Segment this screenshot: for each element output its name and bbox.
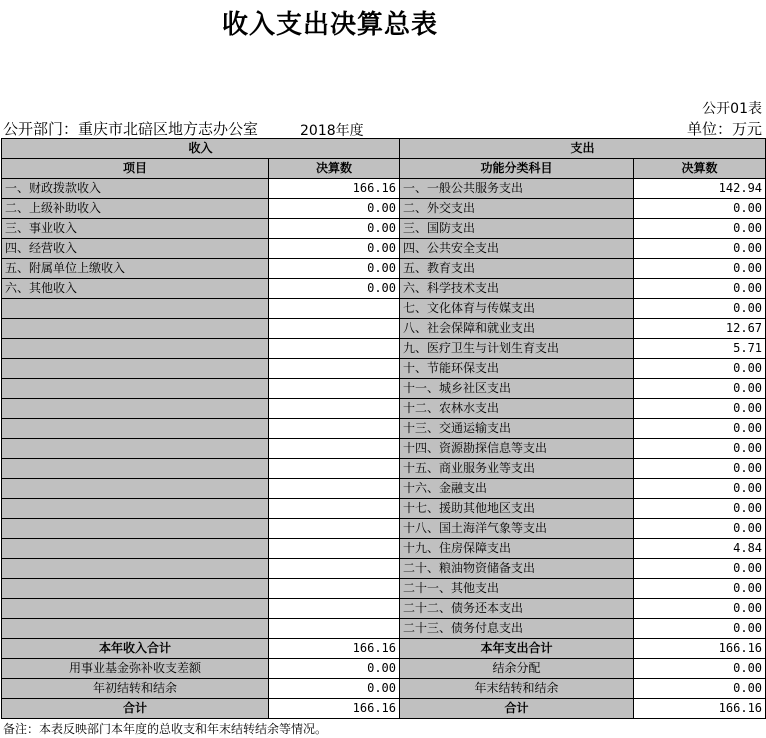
table-row: [2, 519, 766, 539]
summary-income-label: 本年收入合计: [2, 639, 269, 659]
income-amount-cell: [269, 379, 400, 399]
income-amount-cell: [269, 339, 400, 359]
income-item-cell: 二、上级补助收入: [2, 199, 269, 219]
expense-item-cell: 一、一般公共服务支出: [400, 179, 634, 199]
income-amount-cell: 0.00: [269, 219, 400, 239]
income-amount-cell: [269, 559, 400, 579]
table-row: [2, 359, 766, 379]
summary-income-amount: 166.16: [269, 639, 400, 659]
form-number: 公开01表: [702, 101, 762, 117]
expense-item-cell: 十九、住房保障支出: [400, 539, 634, 559]
expense-item-cell: 八、社会保障和就业支出: [400, 319, 634, 339]
income-item-cell: [2, 459, 269, 479]
income-item-cell: [2, 579, 269, 599]
summary-row: [2, 639, 766, 659]
expense-item-cell: 四、公共安全支出: [400, 239, 634, 259]
expense-item-cell: 二、外交支出: [400, 199, 634, 219]
income-item-cell: [2, 539, 269, 559]
expense-amount-cell: 5.71: [634, 339, 766, 359]
income-item-cell: [2, 559, 269, 579]
amount-column-header: 决算数: [269, 159, 400, 179]
table-row: [2, 579, 766, 599]
expense-amount-cell: 0.00: [634, 559, 766, 579]
expense-item-cell: 十七、援助其他地区支出: [400, 499, 634, 519]
expense-amount-cell: 0.00: [634, 579, 766, 599]
summary-income-label: 合计: [2, 699, 269, 719]
income-amount-cell: [269, 539, 400, 559]
budget-summary-table: [1, 138, 766, 719]
expense-amount-cell: 0.00: [634, 279, 766, 299]
table-row: [2, 299, 766, 319]
income-item-cell: [2, 379, 269, 399]
expense-amount-cell: 0.00: [634, 399, 766, 419]
expense-item-cell: 二十一、其他支出: [400, 579, 634, 599]
income-item-cell: [2, 499, 269, 519]
expense-item-cell: 十六、金融支出: [400, 479, 634, 499]
income-amount-cell: 0.00: [269, 239, 400, 259]
expense-amount-cell: 142.94: [634, 179, 766, 199]
expense-amount-cell: 0.00: [634, 219, 766, 239]
income-amount-cell: [269, 359, 400, 379]
summary-row: [2, 699, 766, 719]
income-amount-cell: 0.00: [269, 259, 400, 279]
table-row: [2, 439, 766, 459]
expense-amount-cell: 0.00: [634, 359, 766, 379]
income-item-cell: [2, 299, 269, 319]
table-column-header: [2, 159, 766, 179]
income-item-cell: [2, 479, 269, 499]
table-row: [2, 419, 766, 439]
income-item-cell: [2, 319, 269, 339]
summary-income-amount: 0.00: [269, 659, 400, 679]
item-column-header: 项目: [2, 159, 269, 179]
summary-expense-amount: 166.16: [634, 699, 766, 719]
income-item-cell: [2, 439, 269, 459]
table-row: [2, 479, 766, 499]
income-amount-cell: [269, 419, 400, 439]
expense-amount-cell: 4.84: [634, 539, 766, 559]
table-row: [2, 499, 766, 519]
income-item-cell: [2, 519, 269, 539]
expense-section-header: 支出: [400, 139, 766, 159]
income-amount-cell: [269, 619, 400, 639]
table-row: [2, 259, 766, 279]
summary-expense-label: 合计: [400, 699, 634, 719]
income-amount-cell: [269, 459, 400, 479]
income-amount-cell: [269, 599, 400, 619]
income-item-cell: 三、事业收入: [2, 219, 269, 239]
income-item-cell: [2, 419, 269, 439]
income-item-cell: 六、其他收入: [2, 279, 269, 299]
table-row: [2, 279, 766, 299]
income-item-cell: [2, 359, 269, 379]
income-amount-cell: [269, 519, 400, 539]
expense-amount-cell: 0.00: [634, 259, 766, 279]
expense-item-cell: 五、教育支出: [400, 259, 634, 279]
table-row: [2, 559, 766, 579]
page-title: 收入支出决算总表: [221, 10, 438, 40]
table-row: [2, 319, 766, 339]
expense-amount-cell: 0.00: [634, 519, 766, 539]
expense-item-cell: 十五、商业服务业等支出: [400, 459, 634, 479]
table-row: [2, 219, 766, 239]
income-item-cell: 一、财政拨款收入: [2, 179, 269, 199]
func-item-column-header: 功能分类科目: [400, 159, 634, 179]
expense-item-cell: 三、国防支出: [400, 219, 634, 239]
summary-row: [2, 659, 766, 679]
income-section-header: 收入: [2, 139, 400, 159]
expense-item-cell: 九、医疗卫生与计划生育支出: [400, 339, 634, 359]
table-row: [2, 239, 766, 259]
expense-item-cell: 十一、城乡社区支出: [400, 379, 634, 399]
table-row: [2, 339, 766, 359]
expense-item-cell: 六、科学技术支出: [400, 279, 634, 299]
table-row: [2, 379, 766, 399]
income-item-cell: [2, 339, 269, 359]
expense-amount-cell: 0.00: [634, 239, 766, 259]
expense-amount-cell: 0.00: [634, 619, 766, 639]
expense-amount-cell: 0.00: [634, 459, 766, 479]
expense-amount-cell: 0.00: [634, 439, 766, 459]
income-item-cell: [2, 399, 269, 419]
income-amount-cell: [269, 579, 400, 599]
summary-expense-label: 结余分配: [400, 659, 634, 679]
expense-item-cell: 十四、资源勘探信息等支出: [400, 439, 634, 459]
summary-expense-amount: 0.00: [634, 659, 766, 679]
department-label: 公开部门：重庆市北碚区地方志办公室: [3, 120, 259, 138]
income-amount-cell: [269, 479, 400, 499]
income-amount-cell: 0.00: [269, 199, 400, 219]
table-row: [2, 539, 766, 559]
table-row: [2, 619, 766, 639]
expense-amount-cell: 0.00: [634, 599, 766, 619]
income-amount-cell: [269, 399, 400, 419]
income-amount-cell: [269, 299, 400, 319]
table-section-header: [2, 139, 766, 159]
expense-amount-cell: 0.00: [634, 299, 766, 319]
table-row: [2, 179, 766, 199]
expense-amount-cell: 0.00: [634, 379, 766, 399]
income-amount-cell: 166.16: [269, 179, 400, 199]
expense-item-cell: 七、文化体育与传媒支出: [400, 299, 634, 319]
table-row: [2, 199, 766, 219]
expense-item-cell: 十八、国土海洋气象等支出: [400, 519, 634, 539]
expense-item-cell: 十二、农林水支出: [400, 399, 634, 419]
income-item-cell: [2, 599, 269, 619]
summary-income-amount: 0.00: [269, 679, 400, 699]
table-row: [2, 459, 766, 479]
summary-income-label: 用事业基金弥补收支差额: [2, 659, 269, 679]
expense-amount-cell: 0.00: [634, 199, 766, 219]
income-item-cell: 五、附属单位上缴收入: [2, 259, 269, 279]
expense-item-cell: 十三、交通运输支出: [400, 419, 634, 439]
fiscal-year: 2018年度: [300, 123, 364, 139]
expense-amount-cell: 0.00: [634, 419, 766, 439]
expense-amount-cell: 0.00: [634, 479, 766, 499]
amount2-column-header: 决算数: [634, 159, 766, 179]
income-item-cell: [2, 619, 269, 639]
expense-item-cell: 十、节能环保支出: [400, 359, 634, 379]
summary-row: [2, 679, 766, 699]
expense-item-cell: 二十二、债务还本支出: [400, 599, 634, 619]
summary-expense-label: 本年支出合计: [400, 639, 634, 659]
expense-item-cell: 二十三、债务付息支出: [400, 619, 634, 639]
footnote: 备注：本表反映部门本年度的总收支和年末结转结余等情况。: [3, 722, 328, 736]
expense-amount-cell: 0.00: [634, 499, 766, 519]
summary-income-label: 年初结转和结余: [2, 679, 269, 699]
summary-income-amount: 166.16: [269, 699, 400, 719]
table-row: [2, 399, 766, 419]
income-amount-cell: [269, 439, 400, 459]
summary-expense-amount: 0.00: [634, 679, 766, 699]
expense-amount-cell: 12.67: [634, 319, 766, 339]
income-amount-cell: [269, 319, 400, 339]
income-item-cell: 四、经营收入: [2, 239, 269, 259]
income-amount-cell: 0.00: [269, 279, 400, 299]
expense-item-cell: 二十、粮油物资储备支出: [400, 559, 634, 579]
summary-expense-label: 年末结转和结余: [400, 679, 634, 699]
unit-label: 单位：万元: [686, 120, 762, 138]
table-row: [2, 599, 766, 619]
income-amount-cell: [269, 499, 400, 519]
summary-expense-amount: 166.16: [634, 639, 766, 659]
